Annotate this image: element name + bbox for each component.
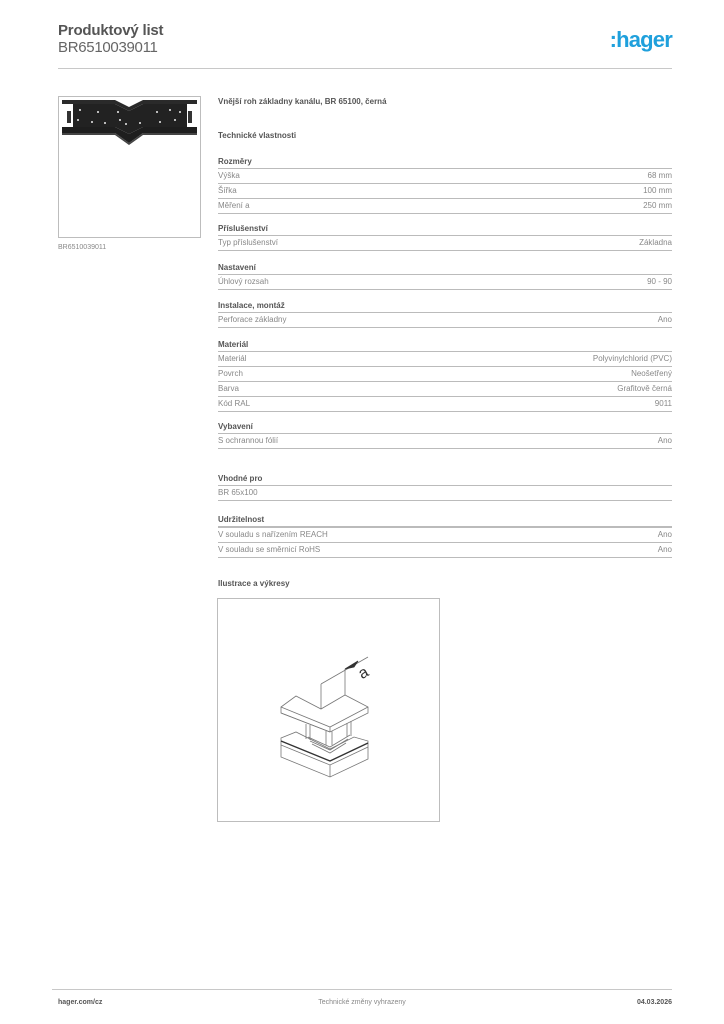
spec-label: Barva: [218, 384, 239, 393]
spec-value: 68 mm: [647, 171, 672, 180]
spec-value: Základna: [639, 238, 672, 247]
spec-value: Ano: [657, 315, 672, 324]
svg-text:a: a: [355, 663, 372, 683]
spec-label: Úhlový rozsah: [218, 277, 269, 286]
header-divider: [58, 68, 672, 69]
spec-value: Ano: [657, 436, 672, 445]
spec-label: Kód RAL: [218, 399, 251, 408]
spec-row: [218, 528, 672, 543]
spec-row: [218, 543, 672, 558]
product-name: Vnější roh základny kanálu, BR 65100, černá: [218, 97, 387, 106]
spec-group-accessories: [218, 223, 672, 251]
spec-label: V souladu s nařízením REACH: [218, 530, 328, 539]
spec-row: [218, 199, 672, 214]
spec-value: Ano: [657, 545, 672, 554]
spec-label: Typ příslušenství: [218, 238, 279, 247]
spec-label: Šířka: [218, 186, 237, 195]
spec-row: [218, 275, 672, 290]
footer-divider: [52, 989, 672, 990]
outer-corner-drawing-icon: [218, 599, 439, 821]
spec-label: V souladu se směrnicí RoHS: [218, 545, 321, 554]
technical-drawing: [217, 598, 440, 822]
spec-group-installation: [218, 300, 672, 328]
document-header: [58, 22, 163, 56]
illustrations-title: Ilustrace a výkresy: [218, 579, 290, 588]
spec-label: Výška: [218, 171, 240, 180]
spec-value: Grafitově černá: [617, 384, 672, 393]
spec-value: 9011: [654, 399, 672, 408]
group-title: Vybavení: [218, 421, 672, 434]
spec-value: 90 - 90: [647, 277, 672, 286]
spec-group-settings: [218, 262, 672, 290]
spec-value: Ano: [657, 530, 672, 539]
spec-row: [218, 397, 672, 412]
spec-row: [218, 367, 672, 382]
footer-website-link[interactable]: hager.com/cz: [58, 999, 103, 1006]
spec-group-dimensions: [218, 156, 672, 214]
technical-properties-title: Technické vlastnosti: [218, 131, 297, 140]
product-photo-icon: [59, 97, 200, 237]
spec-label: Perforace základny: [218, 315, 287, 324]
spec-label: Povrch: [218, 369, 243, 378]
spec-label: Materiál: [218, 354, 247, 363]
group-title: Rozměry: [218, 156, 672, 169]
spec-row: [218, 352, 672, 367]
spec-row: [218, 434, 672, 449]
spec-row: [218, 486, 672, 501]
product-code: BR6510039011: [58, 39, 158, 56]
spec-row: [218, 169, 672, 184]
document-title: Produktový list: [58, 22, 164, 39]
product-image: [58, 96, 201, 238]
footer-disclaimer: Technické změny vyhrazeny: [318, 999, 406, 1006]
spec-row: [218, 382, 672, 397]
spec-value: 100 mm: [643, 186, 672, 195]
spec-group-suitable-for: [218, 473, 672, 501]
spec-group-material: [218, 339, 672, 412]
group-title: Vhodné pro: [218, 473, 672, 486]
group-title: Materiál: [218, 339, 672, 352]
spec-value: Neošetřený: [631, 369, 672, 378]
spec-value: 250 mm: [643, 201, 672, 210]
footer-date: 04.03.2026: [636, 999, 672, 1006]
spec-group-sustainability: [218, 514, 672, 558]
spec-row: [218, 313, 672, 328]
product-image-caption: BR6510039011: [58, 244, 107, 251]
spec-label: S ochrannou fólií: [218, 436, 279, 445]
group-title: Příslušenství: [218, 223, 672, 236]
group-title: Udržitelnost: [218, 514, 672, 528]
group-title: Nastavení: [218, 262, 672, 275]
spec-group-equipment: [218, 421, 672, 449]
group-title: Instalace, montáž: [218, 300, 672, 313]
product-summary: [218, 96, 672, 142]
spec-row: [218, 236, 672, 251]
spec-label: BR 65x100: [218, 488, 258, 497]
hager-logo: :hager: [609, 27, 672, 52]
spec-row: [218, 184, 672, 199]
spec-value: Polyvinylchlorid (PVC): [592, 354, 672, 363]
spec-label: Měření a: [218, 201, 250, 210]
